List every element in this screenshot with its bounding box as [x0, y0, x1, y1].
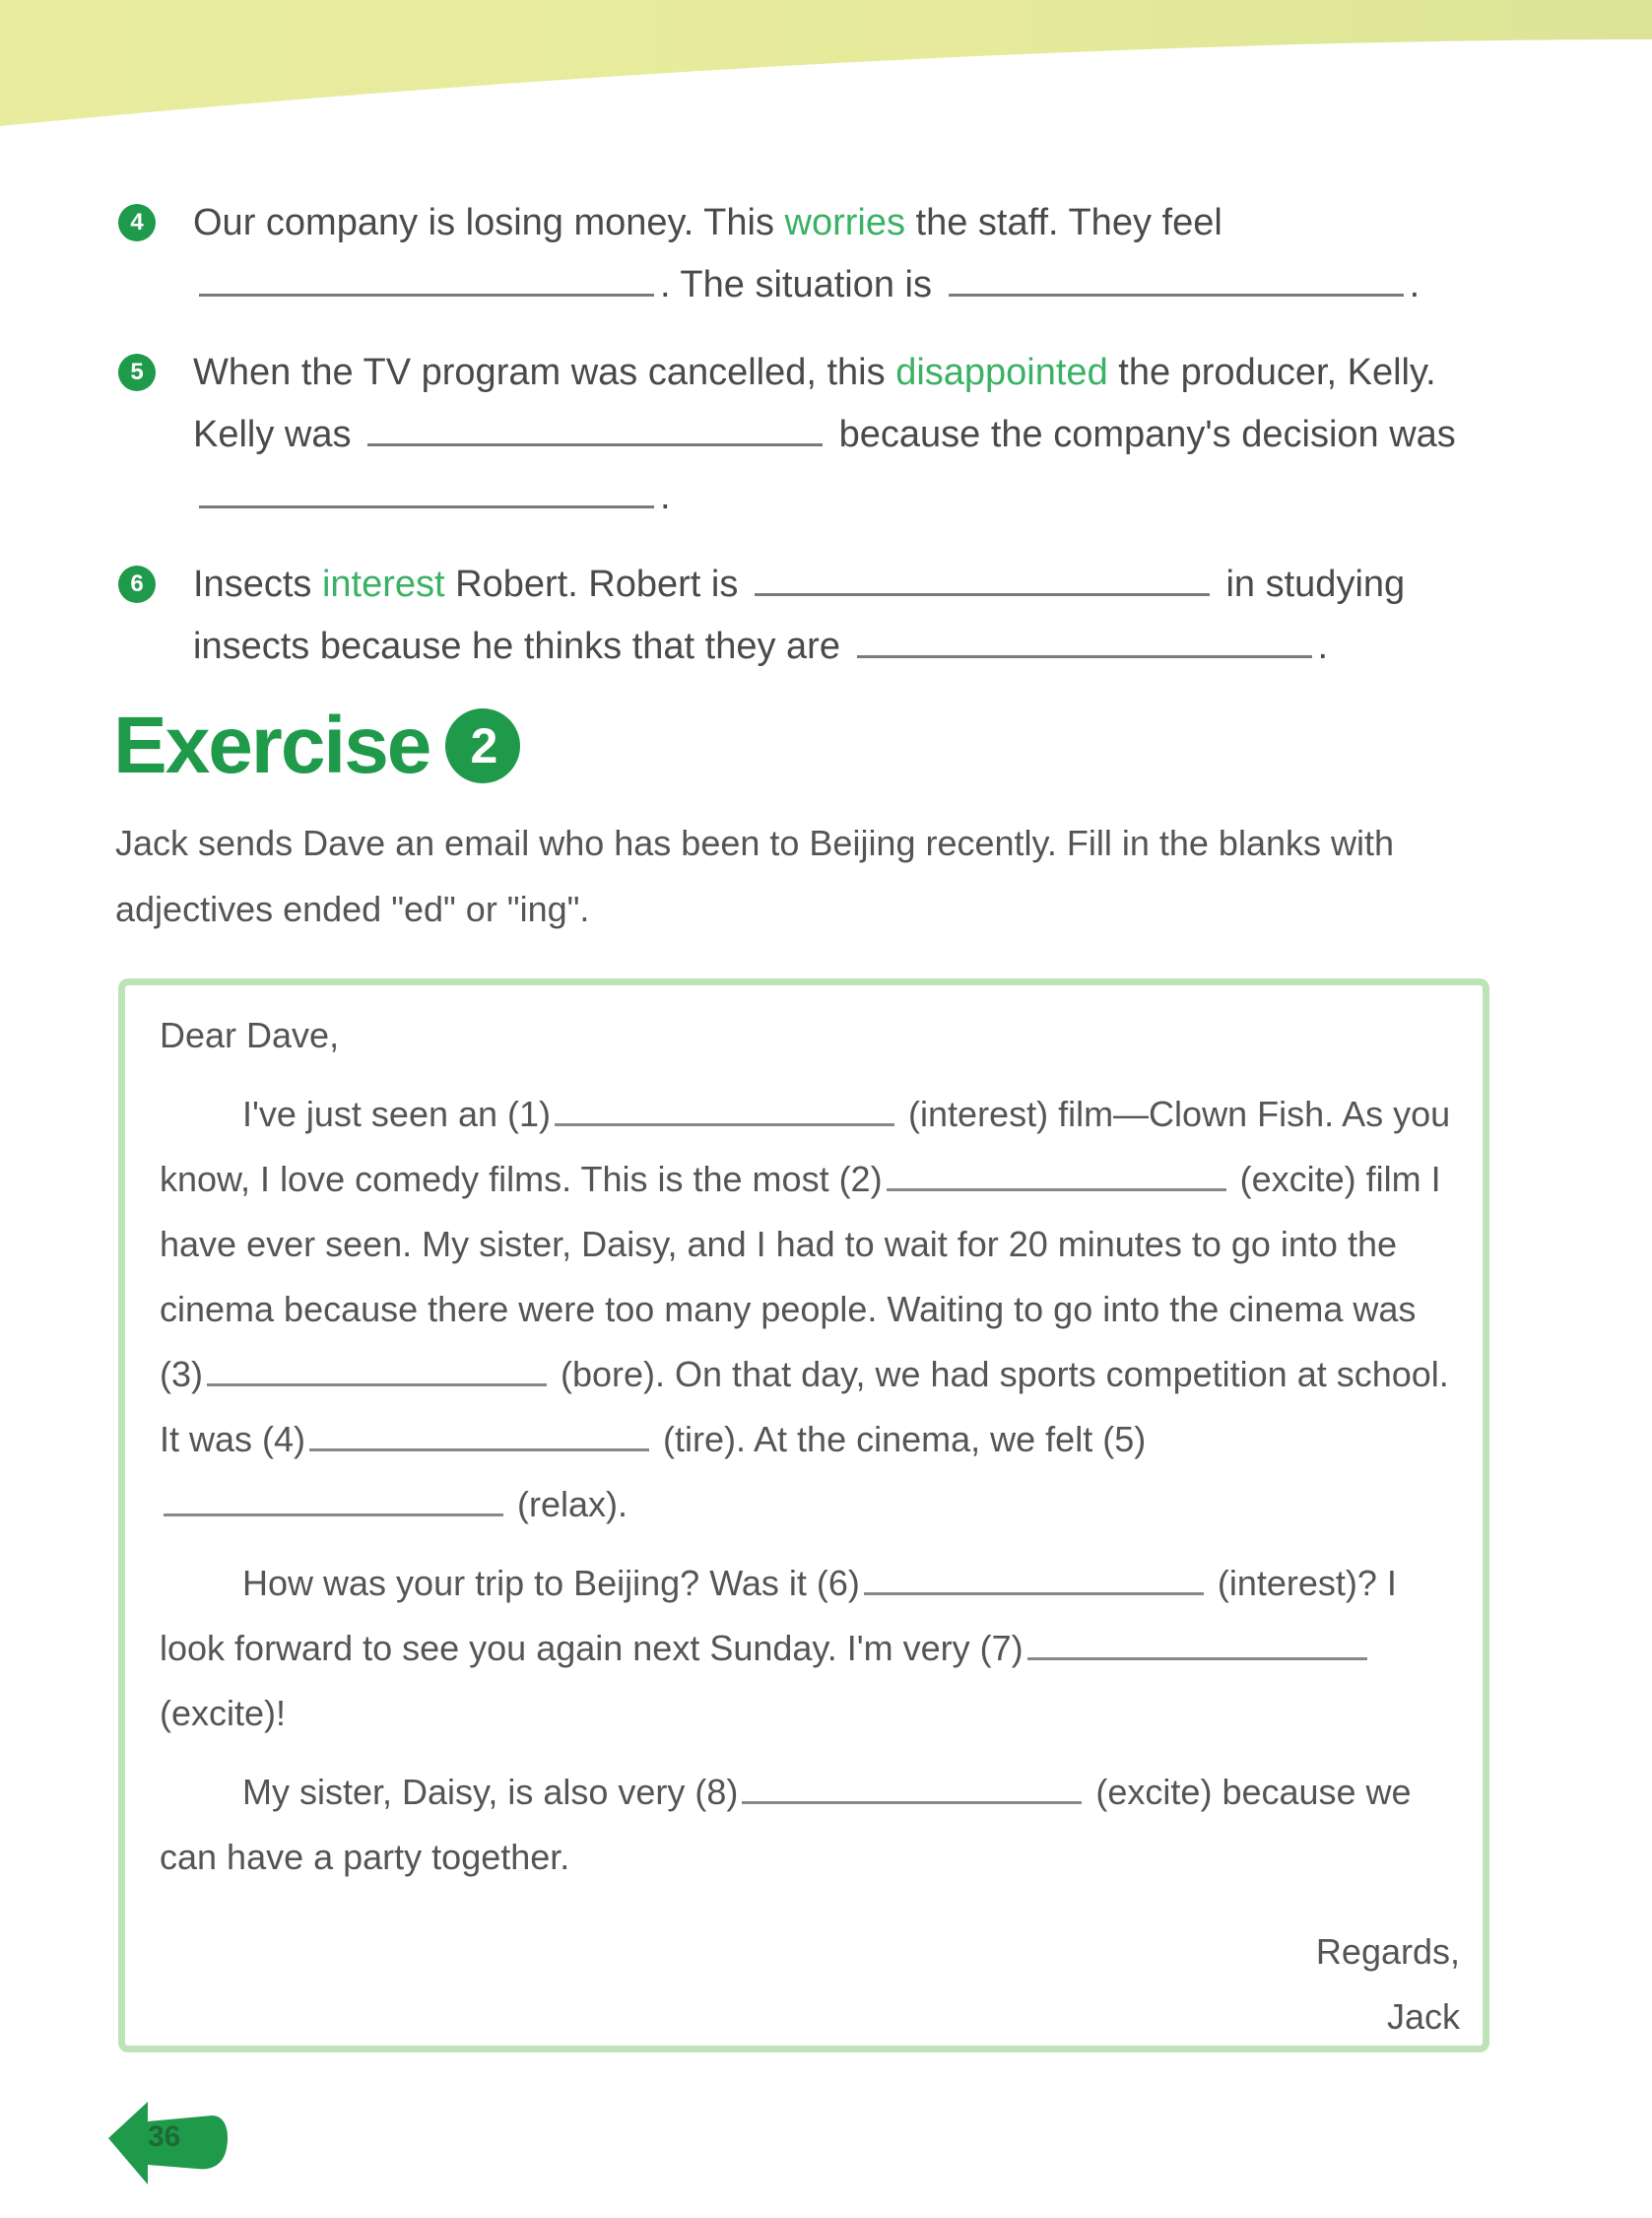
page-number: 36 [148, 2120, 181, 2153]
letter-text: (interest)? I look forward to see you again next Sunday. I'm very (7) [160, 1563, 1397, 1668]
question-text-part: because the company's decision was [828, 414, 1456, 455]
letter-text: (bore). On that day, we had sports competition at school. It was (4) [160, 1354, 1449, 1459]
exercise-title: Exercise [113, 701, 430, 790]
question-keyword: worries [784, 202, 905, 243]
question-6 [118, 554, 1497, 678]
question-text-part: the producer, Kelly. Kelly was [193, 352, 1436, 455]
letter-paragraph-1 [160, 1082, 1460, 1537]
question-text [193, 192, 1497, 316]
letter-paragraph-2 [160, 1551, 1460, 1746]
letter-closing: Regards, [1315, 1931, 1460, 1972]
blank-3[interactable] [207, 1358, 547, 1386]
exercise-instructions: Jack sends Dave an email who has been to Beijing recently. Fill in the blanks with adjectives ended "ed" or "ing". [115, 823, 1395, 929]
question-text-part: the staff. They feel [904, 202, 1222, 243]
answer-blank[interactable] [367, 414, 823, 446]
letter-text: (excite) film I have ever seen. My sister, Daisy, and I had to wait for 20 minutes to go into the cinema because there were too many people. Waiting to go into the cinema was (3) [160, 1159, 1441, 1394]
letter-greeting: Dear Dave, [160, 1015, 340, 1055]
exercise-heading [113, 700, 520, 792]
question-text-part: . [1317, 626, 1329, 667]
question-number-badge: 4 [118, 204, 156, 241]
letter-text: (tire). At the cinema, we felt (5) [653, 1419, 1147, 1459]
letter-text: (interest) film—Clown Fish. As you know, I love comedy films. This is the most (2) [160, 1094, 1451, 1199]
question-text-part: Insects [193, 564, 322, 605]
letter-text: (excite)! [160, 1693, 287, 1733]
question-keyword: disappointed [895, 352, 1108, 393]
question-list [118, 192, 1497, 704]
letter-paragraph-3 [160, 1760, 1460, 1890]
letter-text: (relax). [507, 1484, 628, 1524]
answer-blank[interactable] [949, 264, 1404, 297]
question-text-part: Robert. Robert is [444, 564, 749, 605]
question-number-badge: 5 [118, 354, 156, 391]
letter-text: I've just seen an (1) [242, 1094, 552, 1134]
question-text [193, 342, 1497, 528]
question-text-part: Our company is losing money. This [193, 202, 785, 243]
blank-6[interactable] [864, 1567, 1204, 1595]
exercise-number-badge: 2 [445, 708, 520, 783]
letter-text: (excite) because we can have a party together. [160, 1772, 1412, 1877]
blank-7[interactable] [1027, 1632, 1367, 1660]
answer-blank[interactable] [755, 564, 1210, 596]
question-text-part: . [660, 476, 671, 517]
blank-8[interactable] [742, 1776, 1082, 1804]
letter-text: My sister, Daisy, is also very (8) [242, 1772, 739, 1812]
answer-blank[interactable] [199, 264, 654, 297]
question-number-badge: 6 [118, 566, 156, 603]
question-text-part: When the TV program was cancelled, this [193, 352, 896, 393]
question-5 [118, 342, 1497, 528]
question-text-part: . [1409, 264, 1421, 305]
blank-4[interactable] [309, 1423, 649, 1451]
blank-2[interactable] [887, 1163, 1226, 1191]
letter-signoff [160, 1919, 1460, 2050]
letter-text: How was your trip to Beijing? Was it (6) [242, 1563, 860, 1603]
top-decorative-band [0, 0, 1652, 138]
question-text-part: . The situation is [660, 264, 943, 305]
letter-signature: Jack [1386, 1996, 1460, 2037]
question-keyword: interest [321, 564, 445, 605]
email-letter [160, 1003, 1460, 2050]
answer-blank[interactable] [199, 476, 654, 508]
question-text-part: in studying insects because he thinks that they are [193, 564, 1406, 667]
answer-blank[interactable] [857, 626, 1312, 658]
blank-1[interactable] [555, 1098, 894, 1126]
question-4 [118, 192, 1497, 316]
blank-5[interactable] [164, 1488, 503, 1516]
question-text [193, 554, 1497, 678]
